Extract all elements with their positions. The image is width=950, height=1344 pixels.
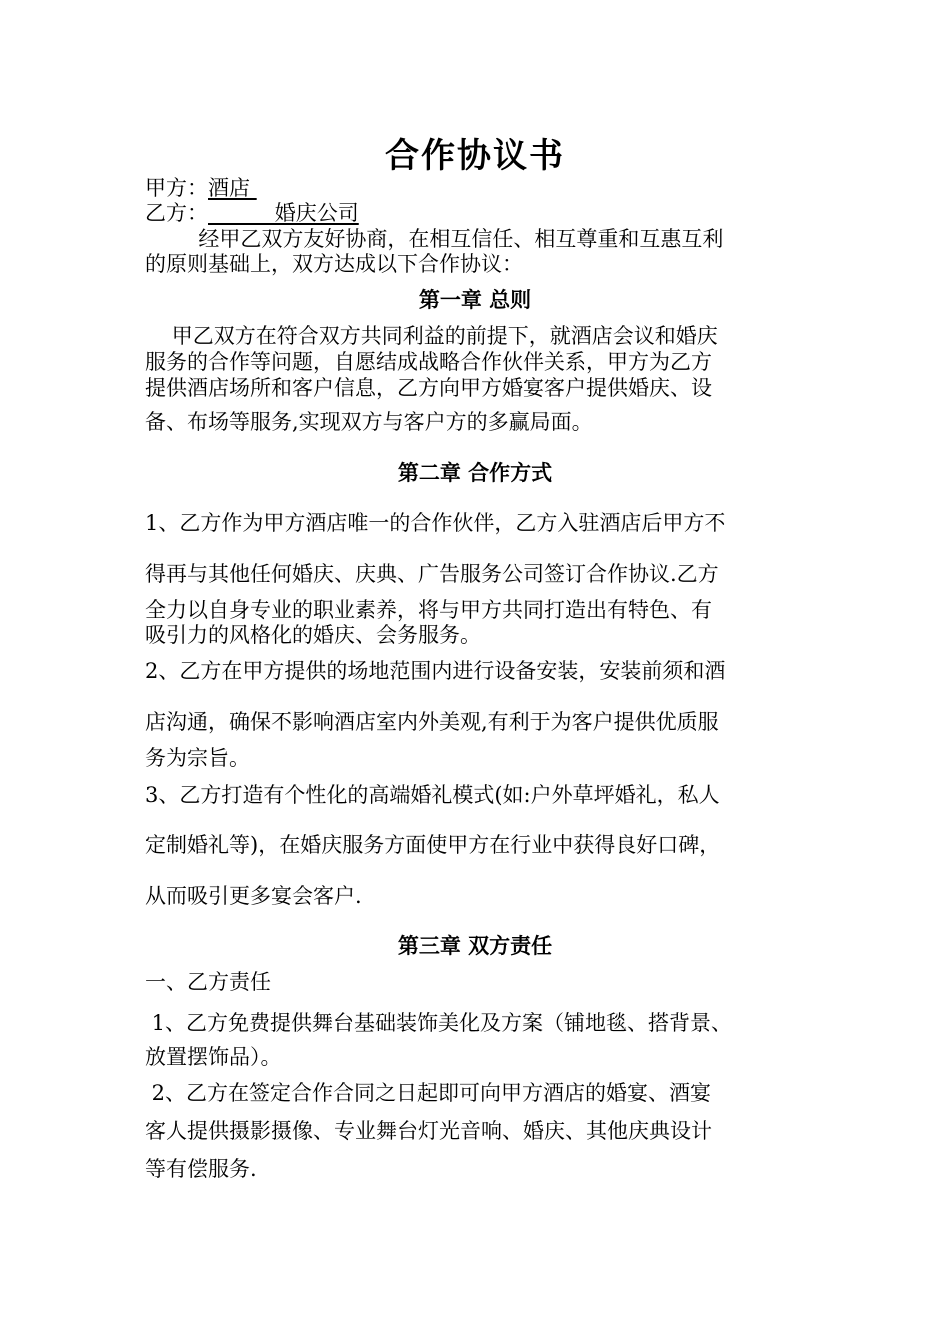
party-a-line — [145, 176, 825, 200]
chapter-3-line: 一、乙方责任 — [145, 970, 271, 994]
chapter-3-line: 2、乙方在签定合作合同之日起即可向甲方酒店的婚宴、酒宴 — [145, 1081, 712, 1105]
chapter-3-line: 等有偿服务. — [145, 1157, 257, 1181]
chapter-1-paragraph-line: 备、布场等服务,实现双方与客户方的多赢局面。 — [145, 410, 593, 434]
party-a-label: 甲方： — [145, 176, 208, 200]
intro-line: 的原则基础上，双方达成以下合作协议： — [145, 252, 523, 276]
chapter-2-heading: 第二章 合作方式 — [397, 460, 553, 485]
chapter-2-line: 3、乙方打造有个性化的高端婚礼模式(如:户外草坪婚礼，私人 — [145, 783, 720, 807]
chapter-3-line: 放置摆饰品）。 — [145, 1045, 282, 1069]
chapter-1-paragraph-line: 服务的合作等问题，自愿结成战略合作伙伴关系，甲方为乙方 — [145, 350, 712, 374]
chapter-2-line: 店沟通，确保不影响酒店室内外美观,有利于为客户提供优质服 — [145, 710, 719, 734]
chapter-2-line: 1、乙方作为甲方酒店唯一的合作伙伴，乙方入驻酒店后甲方不 — [145, 511, 726, 535]
chapter-3-line: 1、乙方免费提供舞台基础装饰美化及方案（铺地毯、搭背景、 — [145, 1011, 733, 1035]
chapter-2-line: 务为宗旨。 — [145, 746, 250, 770]
document-title: 合作协议书 — [385, 136, 565, 176]
party-a-value: 酒店 — [208, 176, 257, 200]
party-b-line — [145, 201, 825, 225]
chapter-1-paragraph-line: 甲乙双方在符合双方共同利益的前提下，就酒店会议和婚庆 — [145, 324, 718, 348]
chapter-3-line: 客人提供摄影摄像、专业舞台灯光音响、婚庆、其他庆典设计 — [145, 1119, 712, 1143]
chapter-3-heading: 第三章 双方责任 — [397, 933, 553, 958]
chapter-2-line: 定制婚礼等)，在婚庆服务方面使甲方在行业中获得良好口碑， — [145, 833, 721, 857]
chapter-2-line: 吸引力的风格化的婚庆、会务服务。 — [145, 623, 481, 647]
party-b-value: 婚庆公司 — [208, 201, 359, 225]
chapter-2-line: 从而吸引更多宴会客户. — [145, 884, 362, 908]
chapter-2-line: 全力以自身专业的职业素养，将与甲方共同打造出有特色、有 — [145, 598, 712, 622]
intro-line: 经甲乙双方友好协商，在相互信任、相互尊重和互惠互利 — [145, 227, 724, 251]
party-b-label: 乙方： — [145, 201, 208, 225]
chapter-1-paragraph-line: 提供酒店场所和客户信息，乙方向甲方婚宴客户提供婚庆、设 — [145, 376, 712, 400]
chapter-2-line: 2、乙方在甲方提供的场地范围内进行设备安装，安装前须和酒 — [145, 659, 726, 683]
chapter-2-line: 得再与其他任何婚庆、庆典、广告服务公司签订合作协议.乙方 — [145, 562, 719, 586]
chapter-1-heading: 第一章 总则 — [418, 287, 532, 312]
